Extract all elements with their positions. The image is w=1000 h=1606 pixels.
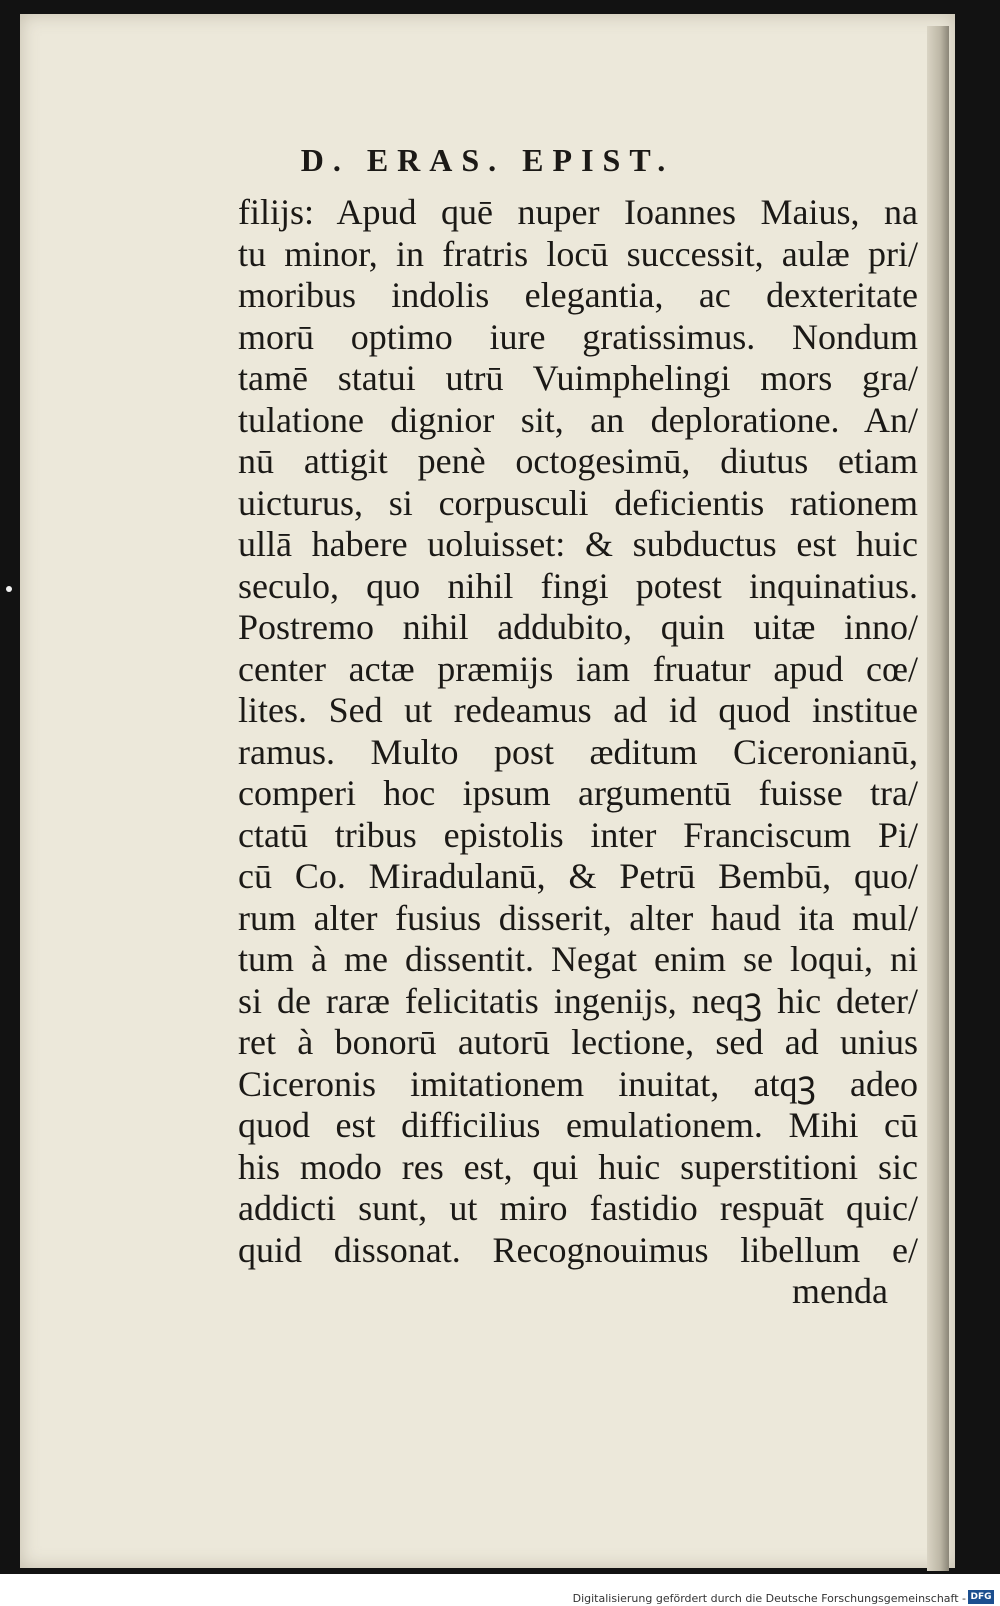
running-head: D. ERAS. EPIST. bbox=[300, 142, 675, 178]
text-line: quid dissonat. Recognouimus libellum e/ bbox=[238, 1229, 918, 1270]
text-line: seculo, quo nihil fingi potest inquinatius. bbox=[238, 565, 918, 606]
text-line: cū Co. Miradulanū, & Petrū Bembū, quo/ bbox=[238, 856, 918, 896]
text-line: tum à me dissentit. Negat enim se loqui, ni bbox=[238, 939, 918, 979]
text-line: center actæ præmijs iam fruatur apud cœ/ bbox=[238, 648, 918, 689]
text-line: tamē statui utrū Vuimphelingi mors gra/ bbox=[238, 358, 918, 398]
text-line: addicti sunt, ut miro fastidio respuāt quic/ bbox=[238, 1188, 918, 1228]
text-line: quod est difficilius emulationem. Mihi cū bbox=[238, 1105, 918, 1145]
text-line: ctatū tribus epistolis inter Franciscum Pi/ bbox=[238, 814, 918, 855]
text-line: tulatione dignior sit, an deploratione. An/ bbox=[238, 399, 918, 440]
text-line: Ciceronis imitationem inuitat, atqꝫ adeo bbox=[238, 1063, 918, 1104]
text-line: lites. Sed ut redeamus ad id quod institue bbox=[238, 690, 918, 730]
text-block bbox=[238, 192, 918, 1313]
catchword: menda bbox=[792, 1271, 888, 1311]
scan-artifact bbox=[6, 586, 12, 592]
text-line: tu minor, in fratris locū successit, aulæ pri/ bbox=[238, 233, 918, 274]
text-line: morū optimo iure gratissimus. Nondum bbox=[238, 316, 918, 357]
text-line: his modo res est, qui huic superstitioni sic bbox=[238, 1146, 918, 1187]
text-line: ramus. Multo post æditum Ciceronianū, bbox=[238, 731, 918, 772]
text-line: ullā habere uoluisset: & subductus est huic bbox=[238, 524, 918, 564]
funding-credit: Digitalisierung gefördert durch die Deutsche Forschungsgemeinschaft - bbox=[572, 1592, 966, 1605]
text-line: uicturus, si corpusculi deficientis rationem bbox=[238, 482, 918, 523]
text-line: si de raræ felicitatis ingenijs, neqꝫ hic deter/ bbox=[238, 980, 918, 1021]
text-line: filijs: Apud quē nuper Ioannes Maius, na bbox=[238, 192, 918, 232]
text-line: Postremo nihil addubito, quin uitæ inno/ bbox=[238, 607, 918, 647]
text-line: nū attigit penè octogesimū, diutus etiam bbox=[238, 441, 918, 481]
text-line: comperi hoc ipsum argumentū fuisse tra/ bbox=[238, 773, 918, 813]
book-page bbox=[20, 14, 955, 1568]
page-edge bbox=[927, 26, 949, 1571]
text-line: ret à bonorū autorū lectione, sed ad unius bbox=[238, 1022, 918, 1062]
text-line: rum alter fusius disserit, alter haud ita mul/ bbox=[238, 897, 918, 938]
dfg-logo: DFG bbox=[968, 1590, 994, 1604]
text-line: moribus indolis elegantia, ac dexteritate bbox=[238, 275, 918, 315]
